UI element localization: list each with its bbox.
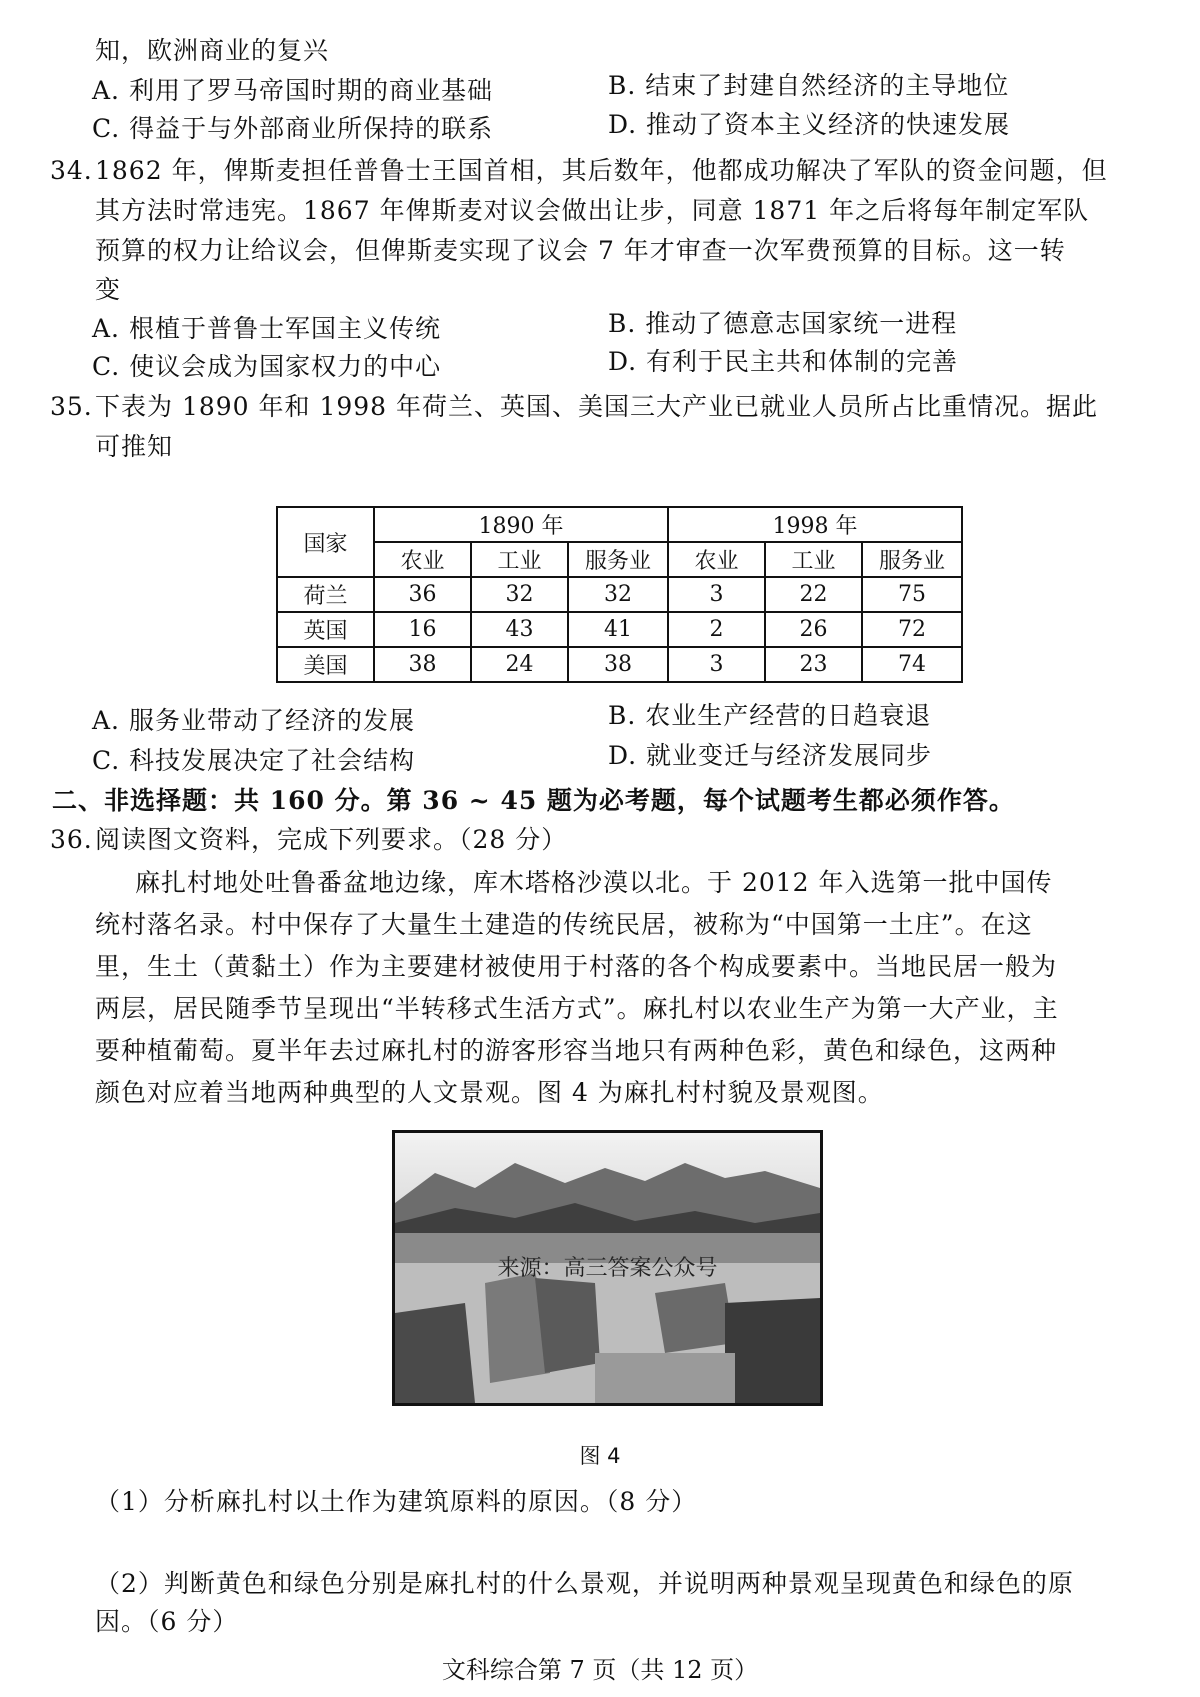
table-cell: 72 xyxy=(862,612,962,647)
table-cell: 3 xyxy=(668,647,765,682)
table-row xyxy=(277,612,962,647)
table-row xyxy=(277,577,962,612)
employment-table xyxy=(276,506,963,683)
table-cell-country: 荷兰 xyxy=(277,577,374,612)
q34-option-c: C. 使议会成为国家权力的中心 xyxy=(92,352,442,381)
table-cell: 38 xyxy=(374,647,471,682)
table-header-country: 国家 xyxy=(277,507,374,577)
q36-stem: 阅读图文资料，完成下列要求。（28 分） xyxy=(95,825,568,854)
table-cell: 26 xyxy=(765,612,862,647)
q33-option-a: A. 利用了罗马帝国时期的商业基础 xyxy=(92,76,493,105)
q35-option-d: D. 就业变迁与经济发展同步 xyxy=(608,741,933,770)
q36-sub-question-1: （1）分析麻扎村以土作为建筑原料的原因。（8 分） xyxy=(95,1487,698,1516)
table-header-sector: 服务业 xyxy=(568,542,668,577)
section-2-heading: 二、非选择题：共 160 分。第 36 ~ 45 题为必考题，每个试题考生都必须作答。 xyxy=(52,786,1015,815)
table-cell: 43 xyxy=(471,612,568,647)
q36-sub-question-2-line-1: （2）判断黄色和绿色分别是麻扎村的什么景观，并说明两种景观呈现黄色和绿色的原 xyxy=(95,1569,1074,1598)
q35-option-a: A. 服务业带动了经济的发展 xyxy=(92,706,415,735)
q35-option-c: C. 科技发展决定了社会结构 xyxy=(92,746,416,775)
table-cell-country: 英国 xyxy=(277,612,374,647)
table-row xyxy=(277,647,962,682)
table-cell: 16 xyxy=(374,612,471,647)
figure-caption: 图 4 xyxy=(579,1444,621,1468)
table-cell: 22 xyxy=(765,577,862,612)
table-cell: 2 xyxy=(668,612,765,647)
q35-number: 35. xyxy=(50,392,93,421)
mazha-village-photo xyxy=(392,1130,823,1406)
table-cell: 75 xyxy=(862,577,962,612)
q36-paragraph-line-2: 统村落名录。村中保存了大量生土建造的传统民居，被称为“中国第一土庄”。在这 xyxy=(95,910,1033,939)
q33-option-b: B. 结束了封建自然经济的主导地位 xyxy=(608,71,1010,100)
table-cell: 41 xyxy=(568,612,668,647)
table-cell: 24 xyxy=(471,647,568,682)
q36-sub-question-2-line-2: 因。（6 分） xyxy=(95,1607,239,1636)
table-cell: 32 xyxy=(568,577,668,612)
q36-paragraph-line-1: 麻扎村地处吐鲁番盆地边缘，库木塔格沙漠以北。于 2012 年入选第一批中国传 xyxy=(135,868,1053,897)
table-cell: 32 xyxy=(471,577,568,612)
q34-stem-line-4: 变 xyxy=(95,275,122,304)
table-header-sector: 服务业 xyxy=(862,542,962,577)
table-cell-country: 美国 xyxy=(277,647,374,682)
q34-stem-line-2: 其方法时常违宪。1867 年俾斯麦对议会做出让步，同意 1871 年之后将每年制定军队 xyxy=(95,196,1090,225)
table-header-sector: 农业 xyxy=(668,542,765,577)
q34-number: 34. xyxy=(50,156,93,185)
q36-paragraph-line-3: 里，生土（黄黏土）作为主要建材被使用于村落的各个构成要素中。当地民居一般为 xyxy=(95,952,1058,981)
table-header-year-1998: 1998 年 xyxy=(668,507,962,542)
q35-stem-line-2: 可推知 xyxy=(95,432,174,461)
table-header-sector: 农业 xyxy=(374,542,471,577)
table-header-year-1890: 1890 年 xyxy=(374,507,668,542)
page-footer: 文科综合第 7 页（共 12 页） xyxy=(441,1656,759,1684)
q36-number: 36. xyxy=(50,825,93,854)
q34-option-d: D. 有利于民主共和体制的完善 xyxy=(608,347,959,376)
q35-stem-line-1: 下表为 1890 年和 1998 年荷兰、英国、美国三大产业已就业人员所占比重情况。据此 xyxy=(95,392,1099,421)
q36-paragraph-line-6: 颜色对应着当地两种典型的人文景观。图 4 为麻扎村村貌及景观图。 xyxy=(95,1078,884,1107)
q34-option-b: B. 推动了德意志国家统一进程 xyxy=(608,309,958,338)
q34-stem-line-1: 1862 年，俾斯麦担任普鲁士王国首相，其后数年，他都成功解决了军队的资金问题，但 xyxy=(95,156,1108,185)
q36-paragraph-line-5: 要种植葡萄。夏半年去过麻扎村的游客形容当地只有两种色彩，黄色和绿色，这两种 xyxy=(95,1036,1058,1065)
table-cell: 38 xyxy=(568,647,668,682)
q33-option-d: D. 推动了资本主义经济的快速发展 xyxy=(608,110,1011,139)
table-cell: 36 xyxy=(374,577,471,612)
table-cell: 74 xyxy=(862,647,962,682)
q33-option-c: C. 得益于与外部商业所保持的联系 xyxy=(92,114,494,143)
table-cell: 23 xyxy=(765,647,862,682)
q34-stem-line-3: 预算的权力让给议会，但俾斯麦实现了议会 7 年才审查一次军费预算的目标。这一转 xyxy=(95,236,1066,265)
photo-watermark: 来源：高三答案公众号 xyxy=(497,1256,718,1281)
q35-option-b: B. 农业生产经营的日趋衰退 xyxy=(608,701,932,730)
q34-option-a: A. 根植于普鲁士军国主义传统 xyxy=(92,314,441,343)
table-header-sector: 工业 xyxy=(765,542,862,577)
q33-stem-tail: 知，欧洲商业的复兴 xyxy=(95,36,330,65)
q36-paragraph-line-4: 两层，居民随季节呈现出“半转移式生活方式”。麻扎村以农业生产为第一大产业，主 xyxy=(95,994,1059,1023)
table-cell: 3 xyxy=(668,577,765,612)
table-header-sector: 工业 xyxy=(471,542,568,577)
